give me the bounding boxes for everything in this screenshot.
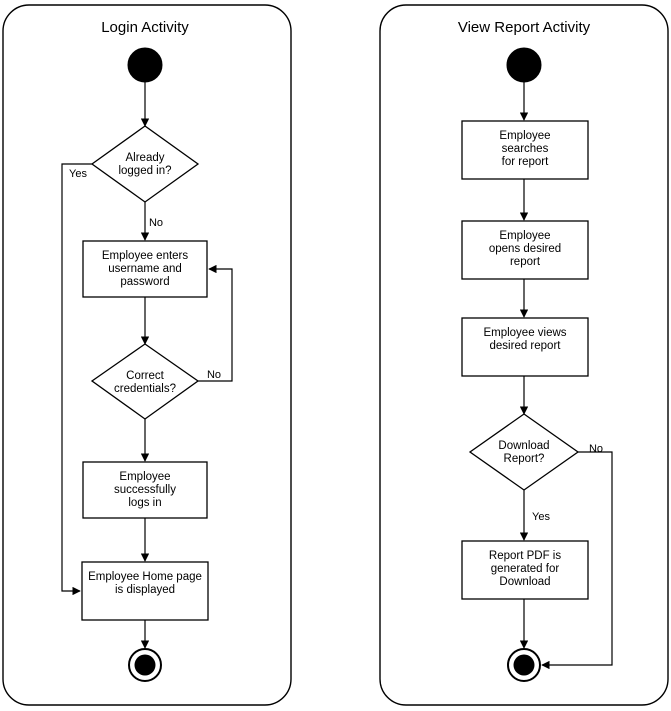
- end-node-login-inner: [135, 655, 156, 676]
- start-node-report: [507, 48, 541, 82]
- action-views-report-label-1: Employee views: [483, 327, 567, 339]
- action-logs-in-label-2: successfully: [114, 484, 176, 496]
- decision-already-logged-in-label-2: logged in?: [118, 165, 172, 177]
- lane-login-title: Login Activity: [101, 19, 189, 36]
- action-home-page-label-2: is displayed: [114, 584, 176, 596]
- action-searches-report-label-3: for report: [501, 156, 549, 168]
- action-home-page-label-1: Employee Home page: [88, 571, 202, 583]
- action-enter-credentials-label-2: username and: [108, 263, 182, 275]
- action-enter-credentials-label-1: Employee enters: [101, 250, 189, 262]
- action-searches-report-label-2: searches: [501, 143, 549, 155]
- end-node-report-inner: [514, 655, 535, 676]
- action-opens-report-label-3: report: [509, 256, 541, 268]
- action-enter-credentials-label-3: password: [120, 276, 170, 288]
- edge-label-yes-download-report: Yes: [532, 511, 550, 523]
- action-views-report-label-2: desired report: [489, 340, 561, 352]
- action-generate-pdf-label-2: generated for: [490, 563, 560, 575]
- action-generate-pdf-label-3: Download: [499, 576, 551, 588]
- action-logs-in-label-3: logs in: [128, 497, 162, 509]
- lane-view-report-title: View Report Activity: [457, 19, 591, 36]
- decision-download-report-label-2: Report?: [503, 453, 545, 465]
- action-opens-report-label-2: opens desired: [488, 243, 562, 255]
- edge-label-no-download-report: No: [588, 443, 604, 455]
- action-searches-report-label-1: Employee: [499, 130, 551, 142]
- action-opens-report-label-1: Employee: [499, 230, 551, 242]
- decision-already-logged-in-label-1: Already: [125, 152, 165, 164]
- action-logs-in-label-1: Employee: [119, 471, 171, 483]
- action-generate-pdf-label-1: Report PDF is: [488, 550, 562, 562]
- lane-view-report-activity: [380, 5, 668, 705]
- edge-label-no-correct-credentials: No: [206, 369, 222, 381]
- start-node-login: [128, 48, 162, 82]
- decision-download-report-label-1: Download: [498, 440, 550, 452]
- decision-correct-credentials-label-2: credentials?: [113, 383, 177, 395]
- decision-correct-credentials-label-1: Correct: [126, 370, 164, 382]
- edge-label-no-already-logged-in: No: [148, 217, 164, 229]
- lane-login-activity: [3, 5, 291, 705]
- edge-label-yes-already-logged-in: Yes: [69, 168, 87, 180]
